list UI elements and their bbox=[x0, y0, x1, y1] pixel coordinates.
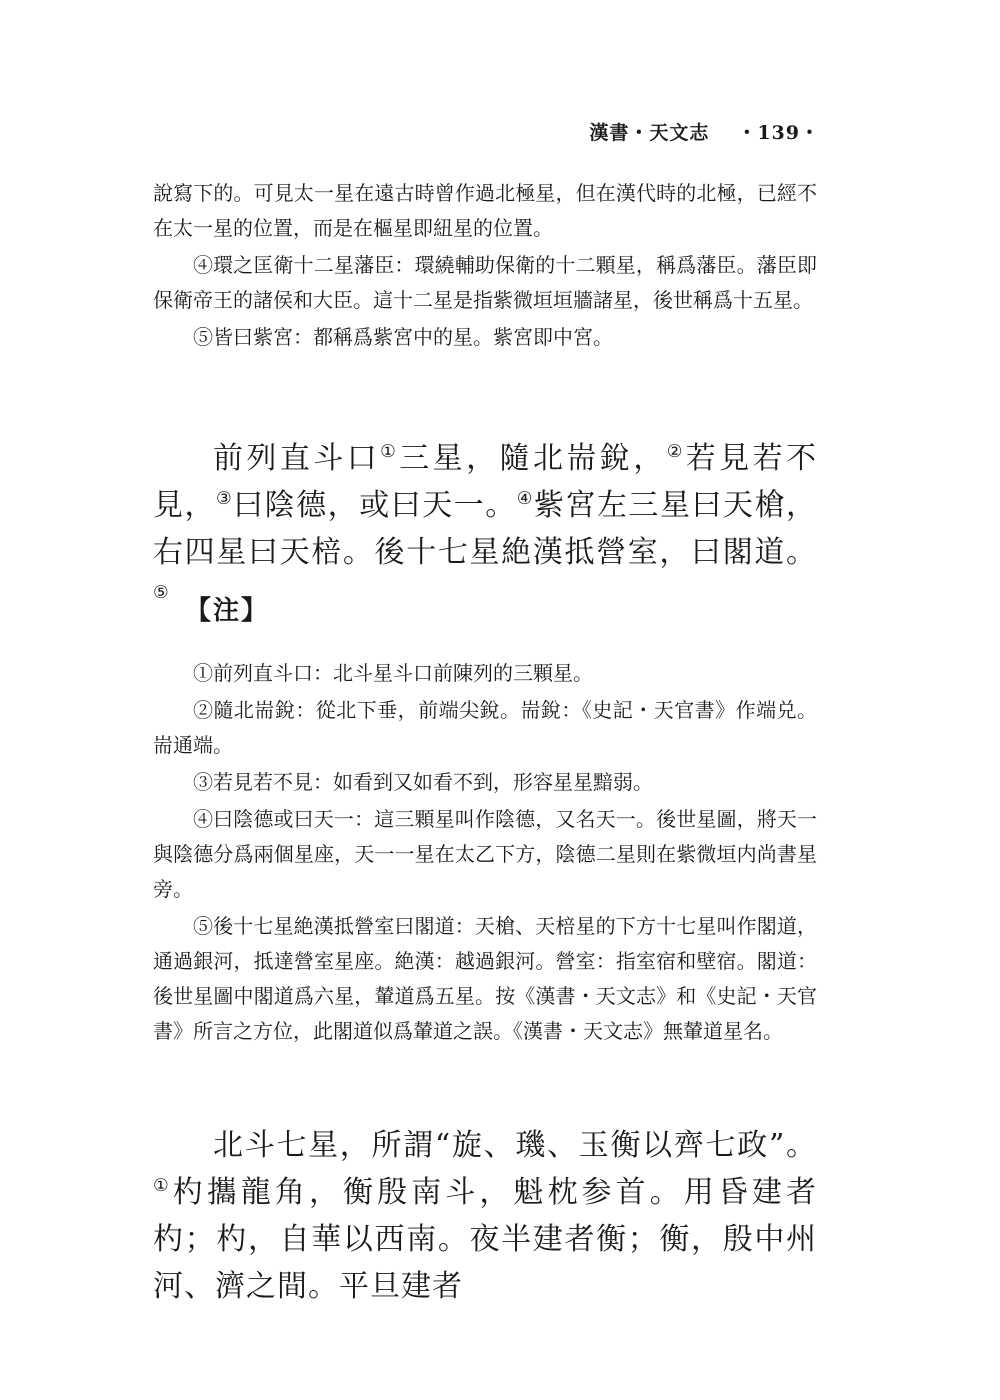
note-5-top: ⑤皆曰紫宮：都稱爲紫宮中的星。紫宮即中宮。 bbox=[193, 325, 613, 349]
note-continuation: 說寫下的。可見太一星在遠古時曾作過北極星，但在漢代時的北極，已經不在太一星的位置，而是在樞星即紐星的位置。 bbox=[153, 181, 817, 240]
running-header bbox=[589, 118, 820, 145]
notes-heading: 【注】 bbox=[185, 596, 270, 626]
footnote-ref-4: ④ bbox=[516, 489, 534, 509]
main-paragraph-1: 前列直斗口①三星，隨北耑銳，②若見若不見，③曰陰德，或曰天一。④紫宮左三星曰天槍，右四星曰天棓。後十七星絶漢抵營室，曰閣道。⑤ bbox=[153, 441, 818, 603]
page-number: ・139・ bbox=[737, 122, 820, 144]
notes-list bbox=[153, 656, 817, 1051]
note-3: ③若見若不見：如看到又如看不到，形容星星黯弱。 bbox=[193, 770, 653, 794]
note-2: ②隨北耑銳：從北下垂，前端尖銳。耑銳：《史記・天官書》作端兑。耑通端。 bbox=[153, 698, 817, 757]
note-4: ④曰陰德或曰天一：這三顆星叫作陰德，又名天一。後世星圖，將天一與陰德分爲兩個星座，天一一星在太乙下方，陰德二星則在紫微垣内尚書星旁。 bbox=[153, 807, 817, 901]
main-paragraph-2: 北斗七星，所謂“旋、璣、玉衡以齊七政”。①杓攜龍角，衡殷南斗，魁枕参首。用昏建者杓；杓，自華以西南。夜半建者衡；衡，殷中州河、濟之間。平旦建者 bbox=[153, 1128, 818, 1304]
top-notes bbox=[153, 176, 817, 357]
footnote-ref-2: ② bbox=[666, 442, 686, 462]
footnote-ref-5: ⑤ bbox=[153, 583, 170, 603]
book-title: 漢書・天文志 bbox=[589, 122, 710, 144]
note-4-top: ④環之匡衛十二星藩臣：環繞輔助保衛的十二顆星，稱爲藩臣。藩臣即保衛帝王的諸侯和大臣。這十二星是指紫微垣垣牆諸星，後世稱爲十五星。 bbox=[153, 253, 817, 312]
footnote-ref-1b: ① bbox=[153, 1176, 173, 1196]
note-1: ①前列直斗口：北斗星斗口前陳列的三顆星。 bbox=[193, 661, 593, 685]
main-text-2 bbox=[153, 1122, 817, 1310]
footnote-ref-3: ③ bbox=[216, 489, 234, 509]
footnote-ref-1: ① bbox=[380, 442, 400, 462]
note-5: ⑤後十七星絶漢抵營室曰閣道：天槍、天棓星的下方十七星叫作閣道，通過銀河，抵達營室星座。絶漢：越過銀河。營室：指室宿和壁宿。閣道：後世星圖中閣道爲六星，輦道爲五星。按《漢書・天文志》和《史記・天官書》所言之方位，此閣道似爲輦道之誤。《漢書・天文志》無輦道星名。 bbox=[153, 914, 817, 1043]
